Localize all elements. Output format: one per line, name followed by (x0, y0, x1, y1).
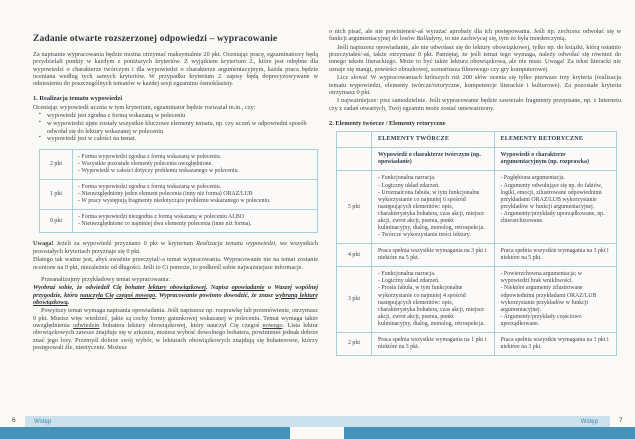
points-cell: 4 pkt (337, 244, 372, 267)
page-number-right: 7 (619, 417, 623, 424)
list-item: - Nieuwzględnione co najmniej dwa elementy polecenia (inne niż forma). (78, 221, 252, 228)
score-row-1pkt (40, 180, 318, 210)
column-header-tworcze: ELEMENTY TWÓRCZE (372, 131, 495, 147)
points-cell: 2 pkt (40, 149, 73, 179)
list-item: - Pogłębiona argumentacja. (500, 175, 566, 182)
list-item: Praca spełnia wszystkie wymagania na 3 pkt i niektóre na 5 pkt. (378, 248, 487, 262)
list-item: - Logiczny układ zdarzeń. (378, 278, 440, 285)
empty-header-cell (337, 148, 372, 171)
intro-paragraph: Za napisanie wypracowania będzie można otrzymać maksymalnie 20 pkt. Oceniając pracę, egzaminatorzy będą przydzielali punkty w każdym z poniższych kryteriów. Z wyjątkiem kryterium 2., które jest odrębne dla wypowiedzi o charakterze twórczym i dla wypowiedzi o charakterze argumentacyjnym, każda praca będzie oceniana według tych samych kryteriów. W przypadku kryterium 2. zapisy będą doprecyzowywane w odniesieniu do poszczególnych tematów w każdej sesji egzaminu ósmoklasisty. (33, 51, 318, 88)
paragraph-samodzielnie: I najważniejsze: pisz samodzielnie. Jeśli wypracowanie będzie zawierało fragmenty przepisane, np. z Internetu czy z zadań otwartych, Twój egzamin może zostać unieważniony. (329, 97, 621, 112)
warning-criterion-name: Realizacja tematu wypowiedzi (196, 240, 276, 248)
criteria-cell (73, 210, 318, 233)
points-cell: 2 pkt (337, 332, 372, 355)
criteria-row-5pkt (337, 171, 617, 244)
list-item: - Niektóre argumenty zilustrowane odpowiednimi przykładami ORAZ/LUB wykorzystanie przykładów w funkcji argumentacyjnej. (500, 285, 597, 313)
tworcze-cell (372, 332, 495, 355)
list-item: - Argumenty odwołujące się np. do faktów, logiki, emocji, zilustrowane odpowiednimi przykładami ORAZ/LUB wykorzystanie przykładów w funkcji argumentacyjnej. (500, 182, 603, 210)
tworcze-cell (372, 267, 495, 333)
list-item: - Wypowiedź w całości dotyczy problemu wskazanego w poleceniu. (78, 168, 239, 174)
list-item: - Argumenty/przykłady częściowo uporządkowane. (500, 313, 582, 327)
list-item: - Logiczny układ zdarzeń. (378, 182, 440, 189)
closing-underline: nowego (262, 322, 283, 330)
closing-text: Powyższy temat wymaga napisania opowiadania. Jeśli napiszesz np. rozprawkę lub przemówienie, otrzymasz 0 pkt. Musisz więc wiedzieć, jakie są cechy formy gatunkowej wskazanej w poleceniu. Temat wymaga także uwzględnienia (33, 307, 318, 330)
list-item: Praca spełnia wszystkie wymagania na 3 pkt i niektóre na 5 pkt. (500, 248, 609, 262)
criteria-table (336, 131, 617, 356)
warning-text-2: , we wszystkich pozostałych kryteriach przyznaje się 0 pkt. (33, 240, 318, 255)
list-item: - Wszystkie pozostałe elementy polecenia uwzględnione. (78, 160, 213, 167)
topic-text: Wyobraź sobie, że odwiedził Cię bohater (33, 284, 149, 292)
footer-chapter-label-right: Wstęp (580, 417, 598, 425)
criteria-row-3pkt (337, 267, 617, 333)
paragraph-licz-slowa: Licz słowa! W wypracowaniach krótszych niż 200 słów ocenia się tylko pierwsze trzy kryteria (realizacja tematu wypowiedzi, elementy twórcze/retoryczne, kompetencje literackie i kulturowe). Za pozostałe kryteria otrzymasz 0 pkt. (329, 74, 621, 96)
list-item: - Twórcze wykorzystanie treści lektury. (378, 232, 471, 239)
footer-accent-bar-left (0, 427, 290, 439)
topic-text: . (67, 298, 70, 306)
criteria-header-row (337, 131, 617, 147)
subheader-tworcze: Wypowiedź o charakterze twórczym (np. opowiadanie) (372, 148, 495, 171)
footer-accent-bar-right (344, 427, 635, 439)
column-header-retoryczne: ELEMENTY RETORYCZNE (494, 131, 617, 147)
list-item: - Funkcjonalna narracja. (378, 271, 436, 278)
score-table (39, 149, 318, 234)
list-item: - Forma wypowiedzi niezgodna z formą wskazaną w poleceniu ALBO (78, 214, 245, 221)
retoryczne-cell (494, 332, 617, 355)
paragraph-lektura: Jeśli napiszesz opowiadanie, ale nie odwołasz się do lektury obowiązkowej, tylko np. do książki, którą ostatnio przeczytałeś/-aś, także otrzymasz 0 pkt. Pamiętaj, że jeśli temat tego wymaga, należy odwołać się również do innego tekstu literackiego. Może to być także lektura obowiązkowa, ale nie musi. Uwaga! Za tekst literacki nie uznaje się mangi, powieści obrazkowej, scenariusza filmowego czy gry komputerowej. (329, 43, 621, 73)
topic-text: . Napisz (205, 284, 232, 292)
paragraph-text: o nich pisać, ale nie powinieneś/-aś wyrażać aprobaty dla ich postępowania. Jeśli np. zechcesz odwołać się w funkcji argumentacyjnej do losów (329, 28, 621, 43)
list-item: - Powierzchowna argumentacja; w wypowiedzi brak wnikliwości. (500, 271, 583, 285)
criteria-subheader-row (337, 148, 617, 171)
tworcze-cell (372, 171, 495, 244)
list-item: ▪ wypowiedź jest zgodna z formą wskazaną w poleceniu (39, 112, 318, 120)
left-page (33, 0, 318, 353)
points-cell: 5 pkt (337, 171, 372, 244)
page-number-left: 6 (12, 417, 16, 424)
warning-text-1: Jeżeli za wypowiedź przyznano 0 pkt w kryterium (53, 240, 197, 248)
right-page (329, 0, 621, 356)
list-item: - Funkcjonalna narracja. (378, 175, 436, 182)
criteria-cell (73, 180, 318, 210)
points-cell: 3 pkt (337, 267, 372, 333)
score-row-2pkt (40, 149, 318, 179)
paragraph-text: , to nie zachwycaj się, tym że była morderczynią. (441, 35, 567, 43)
topic-underline: wybraną lekturę obowiązkową (33, 291, 318, 306)
warning-paragraph (33, 240, 318, 255)
section-2-heading: 2. Elementy twórcze / Elementy retoryczne (329, 119, 446, 127)
list-item: - W pracy występują fragmenty niedotyczące problemu wskazanego w poleceniu. (78, 198, 271, 205)
list-item: - Forma wypowiedzi zgodna z formą wskazaną w poleceniu. (78, 153, 222, 160)
topic-text: o Waszej wspólnej przygodzie, która (33, 284, 318, 299)
topic-text: . Wypracowanie powinno dowodzić, że znasz (155, 291, 276, 299)
closing-paragraph (33, 307, 318, 351)
criteria-cell (73, 149, 318, 179)
closing-text: . Lista lektur obowiązkowych zawsze znajduje się w arkuszu, możesz wybrać dowolnego bohatera, powinieneś jednak dobrze znać jego losy. Przemyśl dobrze swój wybór, w lekturach obowiązkowych znajdują się bohaterowie, którzy postępowali źle, nieetycznie. Możesz (33, 322, 318, 352)
list-item: - Argumenty/przykłady uporządkowane, np. zhierarchizowane. (500, 210, 605, 224)
criteria-row-4pkt (337, 244, 617, 267)
continuation-paragraph (329, 28, 621, 43)
section-1-heading: 1. Realizacja tematu wypowiedzi (33, 94, 123, 102)
advice-paragraph: Dlatego tak ważne jest, abyś uważnie przeczytał/-a temat wypracowania. Wypracowanie nie na temat zostanie ocenione na 0 pkt, niezależnie od długości. Jeśli to Ci pomoże, to podkreśl sobie najważniejsze informacje. (33, 256, 318, 271)
points-cell: 0 pkt (40, 210, 73, 233)
footer-band (25, 416, 610, 427)
topic-underline: opowiadanie (231, 284, 265, 292)
topic-underline: lektury obowiązkowej (148, 284, 206, 292)
section-1-lead: Oceniając wypowiedź ucznia w tym kryterium, egzaminator będzie rozważał m.in., czy: (33, 103, 256, 111)
list-item: - Urozmaicona fabuła, w tym funkcjonalne wykorzystanie co najmniej 6 spośród następujących elementów: opis, charakterystyka bohatera, czas akcji, miejsce akcji, zwrot akcji, puenta, punkt kulminacyjny, dialog, monolog, retrospekcja. (378, 189, 485, 231)
points-cell: 1 pkt (40, 180, 73, 210)
criteria-row-2pkt (337, 332, 617, 355)
retoryczne-cell (494, 171, 617, 244)
list-item: - Nieuwzględniony jeden element polecenia (inny niż forma) ORAZ/LUB (78, 191, 253, 198)
footer-chapter-label-left: Wstęp (34, 417, 52, 425)
list-item: - Forma wypowiedzi zgodna z formą wskazaną w poleceniu. (78, 184, 222, 191)
topic-underline: nauczyła Cię czegoś nowego (79, 291, 156, 299)
closing-underline: odwiedzin (73, 322, 100, 330)
page-title: Zadanie otwarte rozszerzonej odpowiedzi – wypracowanie (33, 33, 278, 44)
score-row-0pkt (40, 210, 318, 233)
tworcze-cell (372, 244, 495, 267)
list-item: - Prosta fabuła, w tym funkcjonalne wykorzystanie co najmniej 4 spośród następujących elementów: opis, charakterystyka bohatera, czas akcji, miejsce akcji, zwrot akcji, puenta, punkt kulminacyjny, dialog, monolog, retrospekcja. (378, 285, 485, 327)
work-title: Balladyny (416, 35, 442, 43)
warning-bold: Uwaga! (33, 240, 54, 248)
subheader-retoryczne: Wypowiedź o charakterze argumentacyjnym (np. rozprawka) (494, 148, 617, 171)
example-topic (33, 284, 318, 306)
criteria-bullet-list (39, 112, 318, 143)
retoryczne-cell (494, 244, 617, 267)
empty-header-cell (337, 131, 372, 147)
example-lead: Przeanalizujmy przykładowy temat wypracowania: (41, 275, 171, 283)
list-item: ▪ w wypowiedzi ujęte zostały wszystkie kluczowe elementy tematu, np. czy uczeń w odpowiedni sposób odwołał się do lektury wskazanej w poleceniu (39, 120, 318, 135)
list-item: Praca spełnia wszystkie wymagania na 1 pkt i niektóre na 3 pkt. (378, 336, 487, 350)
list-item: Praca spełnia wszystkie wymagania na 1 pkt i niektóre na 3 pkt. (500, 336, 609, 350)
list-item: ▪ wypowiedź jest w całości na temat. (39, 135, 318, 143)
retoryczne-cell (494, 267, 617, 333)
closing-text: bohatera lektury obowiązkowej, który nauczył Cię czegoś (99, 322, 263, 330)
